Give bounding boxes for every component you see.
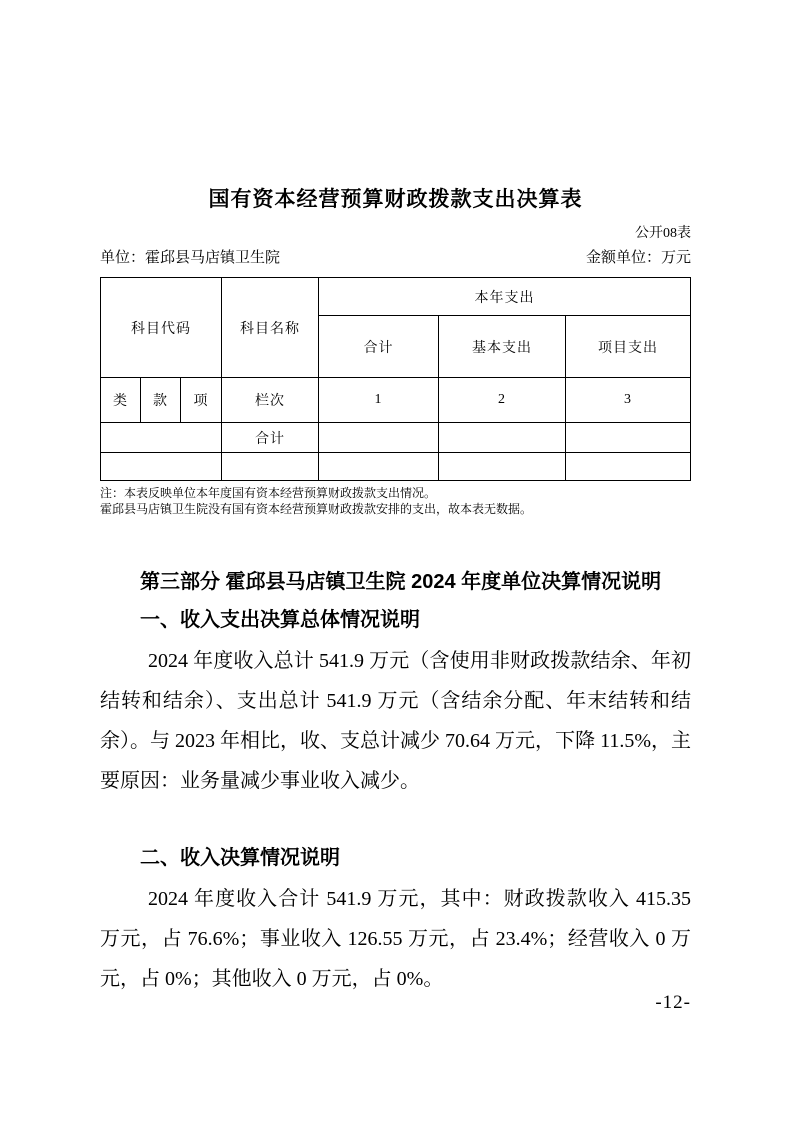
cell-project — [566, 423, 691, 453]
cell-project — [566, 453, 691, 481]
col-header-project-expenditure: 项目支出 — [566, 316, 691, 378]
index-cell-name: 栏次 — [222, 378, 319, 423]
section1-heading: 一、收入支出决算总体情况说明 — [140, 609, 420, 631]
cell-name: 合计 — [222, 423, 319, 453]
index-cell-class: 类 — [101, 378, 141, 423]
index-cell-section: 款 — [141, 378, 181, 423]
cell-code — [101, 453, 222, 481]
column-index-row — [101, 378, 691, 423]
col-header-subject-name: 科目名称 — [222, 278, 319, 378]
part3-heading: 第三部分 霍邱县马店镇卫生院 2024 年度单位决算情况说明 — [140, 571, 662, 593]
col-header-current-year-expenditure: 本年支出 — [319, 278, 691, 316]
table-meta-row — [100, 248, 691, 269]
index-cell-3: 3 — [566, 378, 691, 423]
cell-name — [222, 453, 319, 481]
index-cell-2: 2 — [439, 378, 566, 423]
table-header-row-1 — [101, 278, 691, 316]
section2-heading: 二、收入决算情况说明 — [140, 847, 340, 869]
unit-label: 单位：霍邱县马店镇卫生院 — [100, 250, 281, 266]
cell-basic — [439, 423, 566, 453]
index-cell-item: 项 — [181, 378, 222, 423]
budget-table — [100, 277, 691, 481]
document-title: 国有资本经营预算财政拨款支出决算表 — [208, 188, 583, 211]
col-header-subject-code: 科目代码 — [101, 278, 222, 378]
col-header-basic-expenditure: 基本支出 — [439, 316, 566, 378]
table-row-total — [101, 423, 691, 453]
amount-unit-label: 金额单位：万元 — [585, 250, 691, 266]
note-line-2: 霍邱县马店镇卫生院没有国有资本经营预算财政拨款安排的支出，故本表无数据。 — [100, 502, 533, 516]
section1-paragraph: 2024 年度收入总计 541.9 万元（含使用非财政拨款结余、年初结转和结余）、支出总计 541.9 万元（含结余分配、年末结转和结余）。与 2023 年相比，收、支总计减少 70.64 万元，下降 11.5%，主要原因：业务量减少事业收入减少。 — [100, 650, 691, 792]
table-notes — [100, 485, 691, 517]
section2-paragraph: 2024 年度收入合计 541.9 万元，其中：财政拨款收入 415.35 万元，占 76.6%；事业收入 126.55 万元，占 23.4%；经营收入 0 万元，占 0%；其他收入 0 万元，占 0%。 — [100, 888, 691, 990]
cell-total — [319, 423, 439, 453]
public-table-tag: 公开08表 — [635, 226, 691, 241]
cell-basic — [439, 453, 566, 481]
table-row-empty — [101, 453, 691, 481]
index-cell-1: 1 — [319, 378, 439, 423]
page-number: -12- — [655, 992, 691, 1013]
cell-code — [101, 423, 222, 453]
note-line-1: 注：本表反映单位本年度国有资本经营预算财政拨款支出情况。 — [100, 486, 437, 500]
cell-total — [319, 453, 439, 481]
col-header-total: 合计 — [319, 316, 439, 378]
